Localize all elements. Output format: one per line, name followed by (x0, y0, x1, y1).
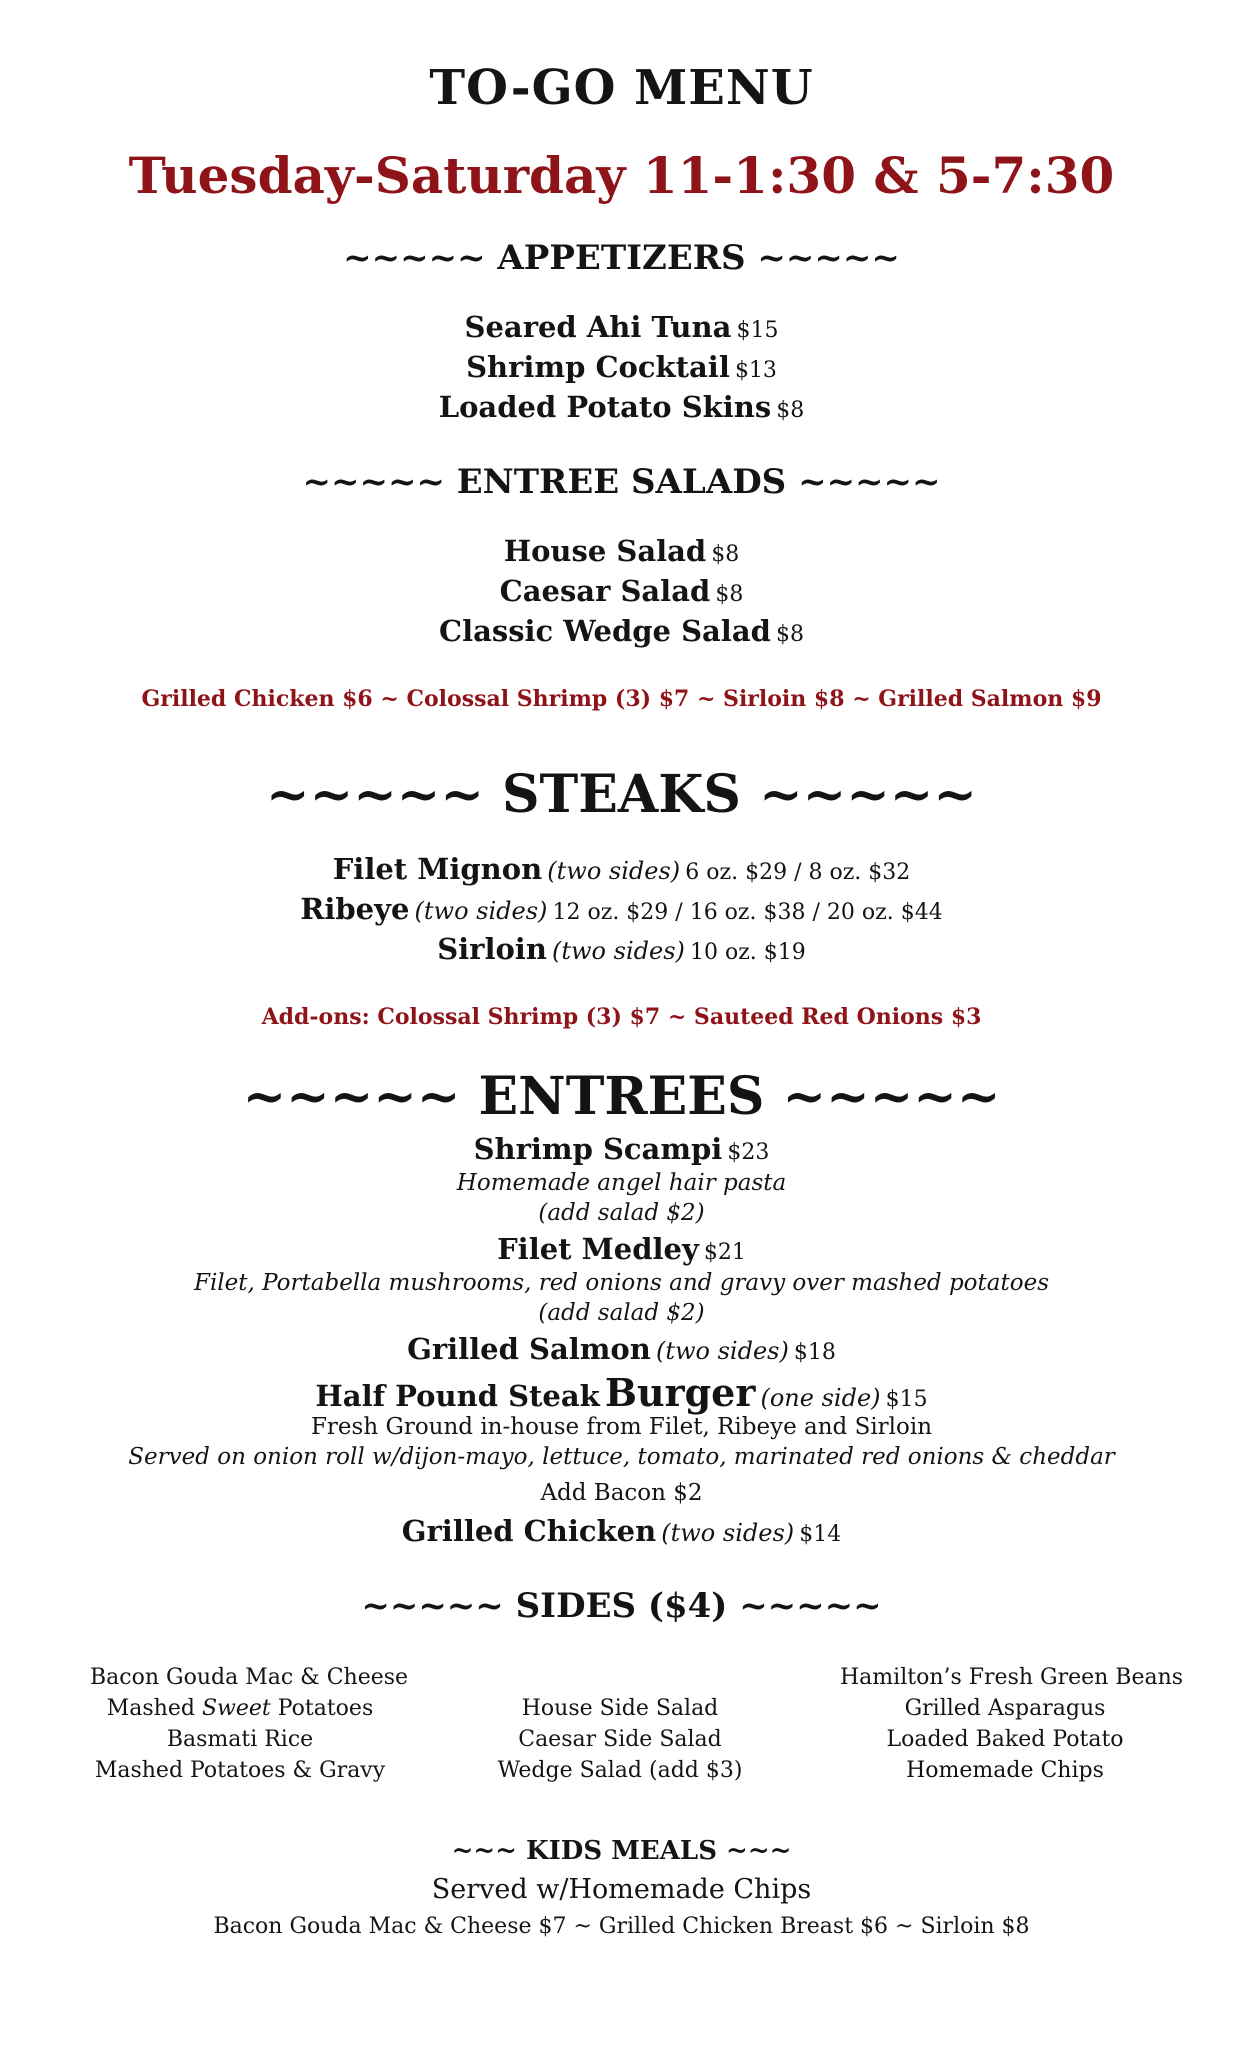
item-addon: (add salad $2) (538, 1300, 705, 1326)
item-note: (two sides) (661, 1519, 795, 1547)
sides-heading: ~~~~~ SIDES ($4) ~~~~~ (361, 1586, 882, 1626)
entree-item (0, 1514, 1243, 1548)
side-item: Mashed Sweet Potatoes (106, 1696, 374, 1721)
salad-addons: Grilled Chicken $6 ~ Colossal Shrimp (3) $7 ~ Sirloin $8 ~ Grilled Salmon $9 (141, 686, 1102, 712)
sides-column-right (840, 1662, 1184, 1786)
item-note: (two sides) (414, 897, 548, 925)
item-name: Filet Medley (497, 1232, 699, 1266)
item-price: $8 (775, 622, 804, 647)
steaks-heading: ~~~~~ STEAKS ~~~~~ (266, 764, 977, 825)
item-price: $21 (703, 1240, 746, 1265)
item-price: $15 (736, 318, 779, 343)
entree-item (0, 1232, 1243, 1266)
side-item: Basmati Rice (166, 1727, 314, 1752)
entree-item (0, 1132, 1243, 1166)
side-emphasis: Sweet (201, 1696, 271, 1721)
side-item: Grilled Asparagus (904, 1696, 1106, 1721)
steak-item (0, 852, 1243, 886)
item-price: $8 (776, 398, 805, 423)
item-price: $8 (711, 542, 740, 567)
salad-item (0, 574, 1243, 608)
item-name: Seared Ahi Tuna (464, 310, 732, 344)
item-price: $13 (734, 358, 777, 383)
item-price: 12 oz. $29 / 16 oz. $38 / 20 oz. $44 (552, 900, 943, 925)
salad-item (0, 534, 1243, 568)
item-name: Half Pound Steak (315, 1379, 600, 1413)
item-description: Fresh Ground in-house from Filet, Ribeye and Sirloin (310, 1414, 933, 1440)
item-name-emphasis: Burger (604, 1370, 756, 1415)
sides-column-middle (470, 1693, 770, 1786)
entrees-heading: ~~~~~ ENTREES ~~~~~ (242, 1066, 1001, 1127)
item-name: Shrimp Scampi (473, 1132, 723, 1166)
entree-item (0, 1370, 1243, 1415)
item-name: Caesar Salad (499, 574, 711, 608)
kids-subtitle: Served w/Homemade Chips (431, 1874, 812, 1905)
item-note: (two sides) (552, 937, 685, 965)
steak-item (0, 932, 1243, 966)
steak-item (0, 892, 1243, 926)
appetizer-item (0, 310, 1243, 344)
appetizers-heading: ~~~~~ APPETIZERS ~~~~~ (343, 238, 900, 278)
side-item: Wedge Salad (add $3) (497, 1758, 743, 1783)
side-item: Bacon Gouda Mac & Cheese (90, 1665, 409, 1690)
item-name: House Salad (503, 534, 707, 568)
salads-heading: ~~~~~ ENTREE SALADS ~~~~~ (302, 462, 941, 502)
item-name: Sirloin (437, 932, 547, 966)
hours-heading: Tuesday-Saturday 11-1:30 & 5-7:30 (128, 146, 1115, 205)
item-price: $18 (793, 1340, 836, 1365)
item-price: $14 (799, 1522, 842, 1547)
entree-item (0, 1332, 1243, 1366)
appetizer-item (0, 350, 1243, 384)
item-name: Filet Mignon (332, 852, 543, 886)
item-name: Ribeye (300, 892, 410, 926)
item-name: Shrimp Cocktail (466, 350, 730, 384)
kids-heading: ~~~ KIDS MEALS ~~~ (451, 1836, 792, 1866)
item-description: Served on onion roll w/dijon-mayo, lettuce, tomato, marinated red onions & cheddar (128, 1444, 1115, 1470)
item-name: Grilled Chicken (401, 1514, 657, 1548)
side-item: House Side Salad (521, 1696, 719, 1721)
item-name: Loaded Potato Skins (438, 390, 772, 424)
item-description: Filet, Portabella mushrooms, red onions and gravy over mashed potatoes (193, 1270, 1049, 1296)
side-item: Mashed Potatoes & Gravy (94, 1758, 386, 1783)
item-note: (two sides) (547, 857, 681, 885)
item-addon: (add salad $2) (538, 1200, 705, 1226)
appetizer-item (0, 390, 1243, 424)
sides-column-left (90, 1662, 409, 1786)
side-item: Homemade Chips (906, 1758, 1104, 1783)
item-name: Grilled Salmon (407, 1332, 651, 1366)
side-item: Loaded Baked Potato (886, 1727, 1124, 1752)
item-note: (one side) (760, 1384, 881, 1412)
item-price: $15 (885, 1387, 928, 1412)
kids-items: Bacon Gouda Mac & Cheese $7 ~ Grilled Chicken Breast $6 ~ Sirloin $8 (213, 1914, 1030, 1939)
item-description: Homemade angel hair pasta (456, 1170, 787, 1196)
side-item: Hamilton’s Fresh Green Beans (840, 1665, 1184, 1690)
item-note: (two sides) (655, 1337, 789, 1365)
item-price: $23 (727, 1140, 770, 1165)
steak-addons: Add-ons: Colossal Shrimp (3) $7 ~ Sauteed Red Onions $3 (261, 1004, 982, 1030)
side-item: Caesar Side Salad (518, 1727, 722, 1752)
item-addon: Add Bacon $2 (540, 1480, 703, 1506)
item-name: Classic Wedge Salad (439, 614, 771, 648)
salad-item (0, 614, 1243, 648)
menu-title: TO-GO MENU (429, 60, 814, 116)
item-price: 10 oz. $19 (689, 940, 806, 965)
item-price: 6 oz. $29 / 8 oz. $32 (685, 860, 911, 885)
item-price: $8 (715, 582, 744, 607)
